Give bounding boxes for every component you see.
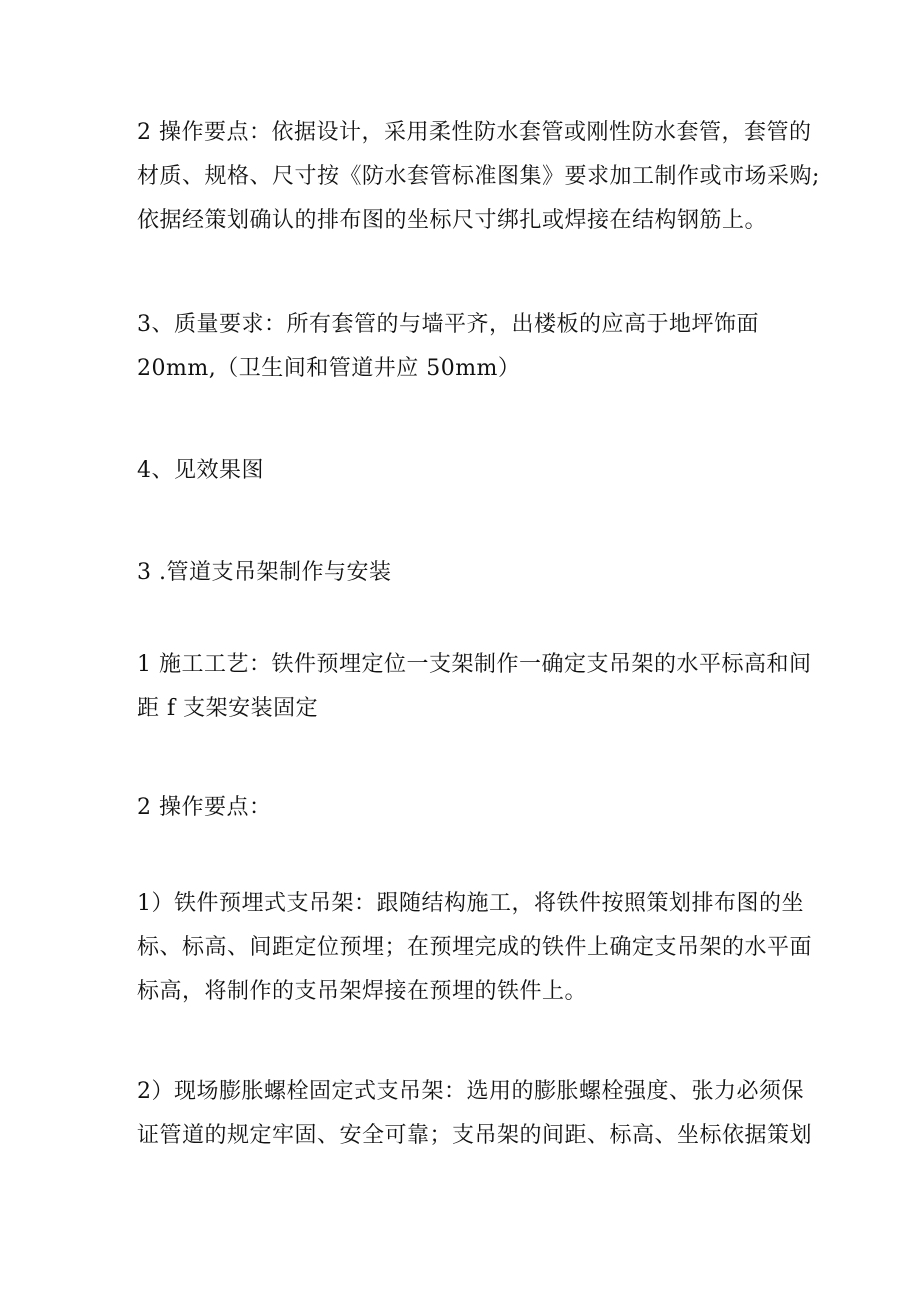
text-line: 标、标高、间距定位预埋；在预埋完成的铁件上确定支吊架的水平面 (137, 935, 813, 960)
text-line: 1）铁件预埋式支吊架：跟随结构施工，将铁件按照策划排布图的坐 (137, 891, 804, 916)
text-line: 证管道的规定牢固、安全可靠；支吊架的间距、标高、坐标依据策划 (137, 1123, 813, 1148)
paragraph-embedded-supports (137, 882, 813, 1014)
text-line: 3、质量要求：所有套管的与墙平齐，出楼板的应高于地坪饰面 (137, 312, 759, 337)
text-line: 4、见效果图 (137, 458, 264, 483)
text-line: 距 f 支架安装固定 (137, 696, 319, 721)
text-line: 2 操作要点： (137, 795, 272, 820)
text-line: 标高，将制作的支吊架焊接在预埋的铁件上。 (137, 979, 588, 1004)
paragraph-operation-points-heading (137, 786, 797, 830)
text-line: 1 施工工艺：铁件预埋定位一支架制作一确定支吊架的水平标高和间 (137, 652, 812, 677)
section-heading-pipe-supports (137, 551, 797, 595)
text-line: 20mm,（卫生间和管道井应 50mm） (137, 356, 521, 381)
text-line: 2）现场膨胀螺栓固定式支吊架：选用的膨胀螺栓强度、张力必须保 (137, 1079, 804, 1104)
paragraph-casing-operation-points (137, 111, 820, 243)
paragraph-construction-process (137, 643, 812, 731)
text-line: 依据经策划确认的排布图的坐标尺寸绑扎或焊接在结构钢筋上。 (137, 208, 768, 233)
paragraph-effect-drawing (137, 449, 797, 493)
text-line: 3 .管道支吊架制作与安装 (137, 560, 392, 585)
paragraph-quality-requirements (137, 303, 797, 391)
text-line: 材质、规格、尺寸按《防水套管标准图集》要求加工制作或市场采购; (137, 164, 820, 189)
text-line: 2 操作要点：依据设计，采用柔性防水套管或刚性防水套管，套管的 (137, 120, 812, 145)
paragraph-expansion-bolt-supports (137, 1070, 813, 1158)
